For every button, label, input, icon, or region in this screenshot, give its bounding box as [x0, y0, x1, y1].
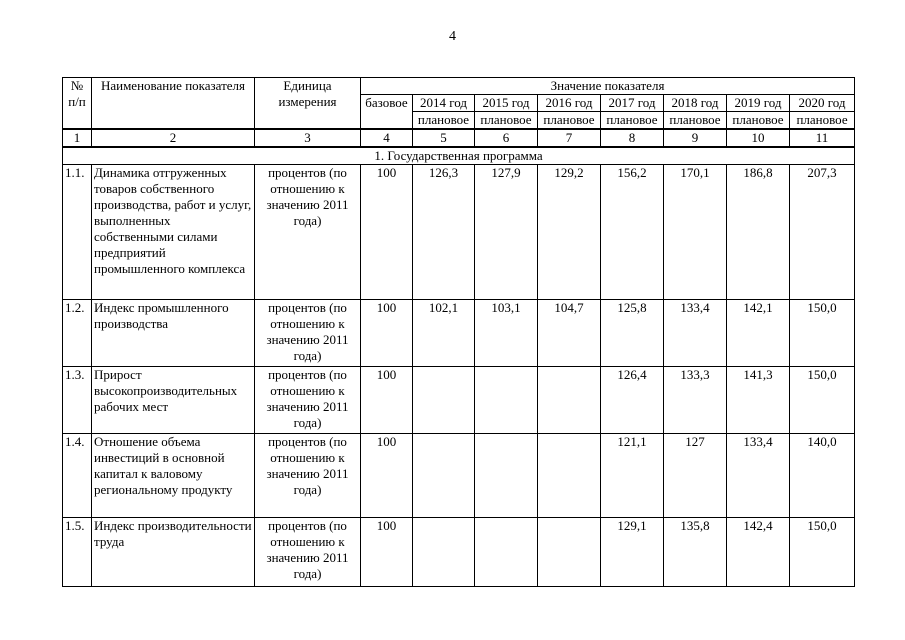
- planned-value: 127,9: [475, 165, 538, 300]
- section-title: 1. Государственная программа: [63, 147, 855, 165]
- planned-value: 121,1: [601, 434, 664, 518]
- indicator-name: Индекс промышленного производства: [92, 300, 255, 367]
- planned-value: 142,1: [727, 300, 790, 367]
- column-number: 2: [92, 129, 255, 147]
- row-number: 1.5.: [63, 518, 92, 587]
- planned-value: [475, 367, 538, 434]
- header-year: 2020 год: [790, 95, 855, 112]
- planned-value: [475, 434, 538, 518]
- planned-value: [538, 434, 601, 518]
- column-number: 6: [475, 129, 538, 147]
- unit-of-measure: процентов (по отношению к значению 2011 года): [255, 434, 361, 518]
- base-value: 100: [361, 518, 413, 587]
- base-value: 100: [361, 165, 413, 300]
- planned-value: [413, 367, 475, 434]
- planned-value: [538, 518, 601, 587]
- planned-value: 126,4: [601, 367, 664, 434]
- column-number: 7: [538, 129, 601, 147]
- row-number: 1.4.: [63, 434, 92, 518]
- column-number: 3: [255, 129, 361, 147]
- planned-value: 156,2: [601, 165, 664, 300]
- header-planned: плановое: [413, 112, 475, 130]
- header-base: базовое: [361, 95, 413, 130]
- planned-value: 140,0: [790, 434, 855, 518]
- table-row: [63, 300, 855, 367]
- column-number: 5: [413, 129, 475, 147]
- planned-value: 133,3: [664, 367, 727, 434]
- planned-value: [538, 367, 601, 434]
- planned-value: 150,0: [790, 300, 855, 367]
- planned-value: 125,8: [601, 300, 664, 367]
- header-year: 2016 год: [538, 95, 601, 112]
- header-planned: плановое: [727, 112, 790, 130]
- table-row: [63, 367, 855, 434]
- column-number: 10: [727, 129, 790, 147]
- data-rows: [63, 165, 855, 587]
- header-planned: плановое: [664, 112, 727, 130]
- table-row: [63, 165, 855, 300]
- unit-of-measure: процентов (по отношению к значению 2011 года): [255, 300, 361, 367]
- planned-value: [413, 434, 475, 518]
- header-year: 2015 год: [475, 95, 538, 112]
- unit-of-measure: процентов (по отношению к значению 2011 года): [255, 165, 361, 300]
- row-number: 1.1.: [63, 165, 92, 300]
- column-number: 1: [63, 129, 92, 147]
- row-number: 1.2.: [63, 300, 92, 367]
- planned-value: 102,1: [413, 300, 475, 367]
- planned-value: 135,8: [664, 518, 727, 587]
- planned-value: [475, 518, 538, 587]
- planned-value: 141,3: [727, 367, 790, 434]
- header-planned: плановое: [601, 112, 664, 130]
- planned-value: 150,0: [790, 367, 855, 434]
- unit-of-measure: процентов (по отношению к значению 2011 года): [255, 518, 361, 587]
- indicator-name: Отношение объема инвестиций в основной капитал к валовому региональному продукту: [92, 434, 255, 518]
- header-planned: плановое: [475, 112, 538, 130]
- base-value: 100: [361, 434, 413, 518]
- header-planned: плановое: [538, 112, 601, 130]
- section-row: [63, 147, 855, 165]
- base-value: 100: [361, 367, 413, 434]
- column-number: 9: [664, 129, 727, 147]
- planned-value: 133,4: [727, 434, 790, 518]
- header-value: Значение показателя: [361, 78, 855, 95]
- header-planned: плановое: [790, 112, 855, 130]
- header-unit: Единица измерения: [255, 78, 361, 130]
- table-row: [63, 518, 855, 587]
- planned-value: [413, 518, 475, 587]
- header-year: 2018 год: [664, 95, 727, 112]
- planned-value: 103,1: [475, 300, 538, 367]
- indicator-name: Прирост высокопроизводительных рабочих мест: [92, 367, 255, 434]
- unit-of-measure: процентов (по отношению к значению 2011 года): [255, 367, 361, 434]
- planned-value: 133,4: [664, 300, 727, 367]
- table-row: [63, 434, 855, 518]
- header-year: 2019 год: [727, 95, 790, 112]
- planned-value: 126,3: [413, 165, 475, 300]
- header-year: 2017 год: [601, 95, 664, 112]
- column-number: 4: [361, 129, 413, 147]
- planned-value: 186,8: [727, 165, 790, 300]
- column-numbers-row: [63, 129, 855, 147]
- planned-value: 150,0: [790, 518, 855, 587]
- header-name: Наименование показателя: [92, 78, 255, 130]
- base-value: 100: [361, 300, 413, 367]
- planned-value: 127: [664, 434, 727, 518]
- planned-value: 104,7: [538, 300, 601, 367]
- page-number: 4: [449, 29, 456, 44]
- row-number: 1.3.: [63, 367, 92, 434]
- column-number: 8: [601, 129, 664, 147]
- planned-value: 207,3: [790, 165, 855, 300]
- header-year: 2014 год: [413, 95, 475, 112]
- indicator-name: Динамика отгруженных товаров собственного производства, работ и услуг, выполненных собственными силами предприятий промышленного комплекса: [92, 165, 255, 300]
- header-num: № п/п: [63, 78, 92, 130]
- planned-value: 142,4: [727, 518, 790, 587]
- indicators-table: [62, 77, 855, 587]
- planned-value: 129,1: [601, 518, 664, 587]
- column-number: 11: [790, 129, 855, 147]
- planned-value: 129,2: [538, 165, 601, 300]
- indicator-name: Индекс производительности труда: [92, 518, 255, 587]
- header-row-1: [63, 78, 855, 95]
- planned-value: 170,1: [664, 165, 727, 300]
